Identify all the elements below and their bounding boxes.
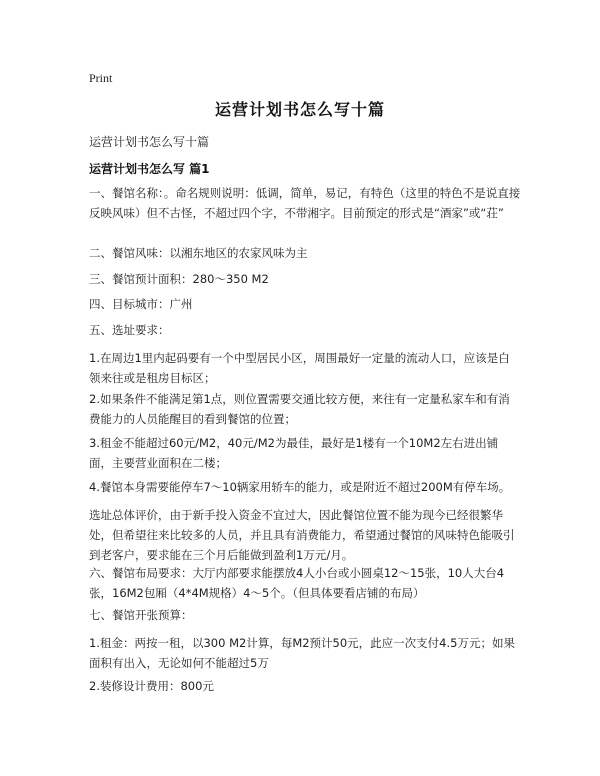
paragraph-budget-design-fee: 2.装修设计费用：800元 — [89, 679, 214, 693]
paragraph-site-requirements: 五、选址要求： — [89, 323, 170, 337]
paragraph-restaurant-name: 一、餐馆名称：。命名规则说明：低调，简单，易记，有特色（这里的特色不是说直接反映风味）但不古怪，不超过四个字，不带湘字。目前预定的形式是“酒家”或“荘” — [89, 186, 521, 220]
paragraph-site-point-4: 4.餐馆本身需要能停车7～10辆家用轿车的能力，或是附近不超过200M有停车场。 — [89, 480, 511, 494]
paragraph-estimated-area: 三、餐馆预计面积：280～350 M2 — [89, 272, 269, 286]
document-subtitle: 运营计划书怎么写十篇 — [89, 135, 210, 149]
paragraph-opening-budget: 七、餐馆开张预算： — [89, 608, 193, 622]
paragraph-layout-requirements: 六、餐馆布局要求：大厅内部要求能摆放4人小台或小圆桌12～15张，10人大台4张，16M2包厢（4*4M规格）4～5个。（但具体要看店铺的布局） — [89, 566, 505, 600]
paragraph-site-point-2: 2.如果条件不能满足第1点，则位置需要交通比较方便，来往有一定量私家车和有消费能力的人员能醒目的看到餐馆的位置； — [89, 392, 510, 426]
paragraph-restaurant-flavor: 二、餐馆风味：以湘东地区的农家风味为主 — [89, 246, 308, 260]
paragraph-site-evaluation: 选址总体评价，由于新手投入资金不宜过大，因此餐馆位置不能为现今已经很繁华处，但希望往来比较多的人员，并且具有消费能力，希望通过餐馆的风味特色能吸引到老客户，要求能在三个月后能做到盈利1万元/月。 — [89, 508, 515, 562]
paragraph-site-point-1: 1.在周边1里内起码要有一个中型居民小区，周围最好一定量的流动人口，应该是白领来往或是租房目标区； — [89, 351, 510, 385]
paragraph-site-point-3: 3.租金不能超过60元/M2，40元/M2为最佳，最好是1楼有一个10M2左右进出铺面，主要营业面积在二楼； — [89, 436, 499, 470]
paragraph-budget-rent: 1.租金：两按一租，以300 M2计算，每M2预计50元，此应一次支付4.5万元；如果面积有出入，无论如何不能超过5万 — [89, 636, 515, 670]
section-heading: 运营计划书怎么写 篇1 — [89, 162, 210, 176]
print-label: Print — [89, 71, 113, 85]
paragraph-target-city: 四、目标城市：广州 — [89, 297, 193, 311]
document-title: 运营计划书怎么写十篇 — [214, 100, 385, 119]
